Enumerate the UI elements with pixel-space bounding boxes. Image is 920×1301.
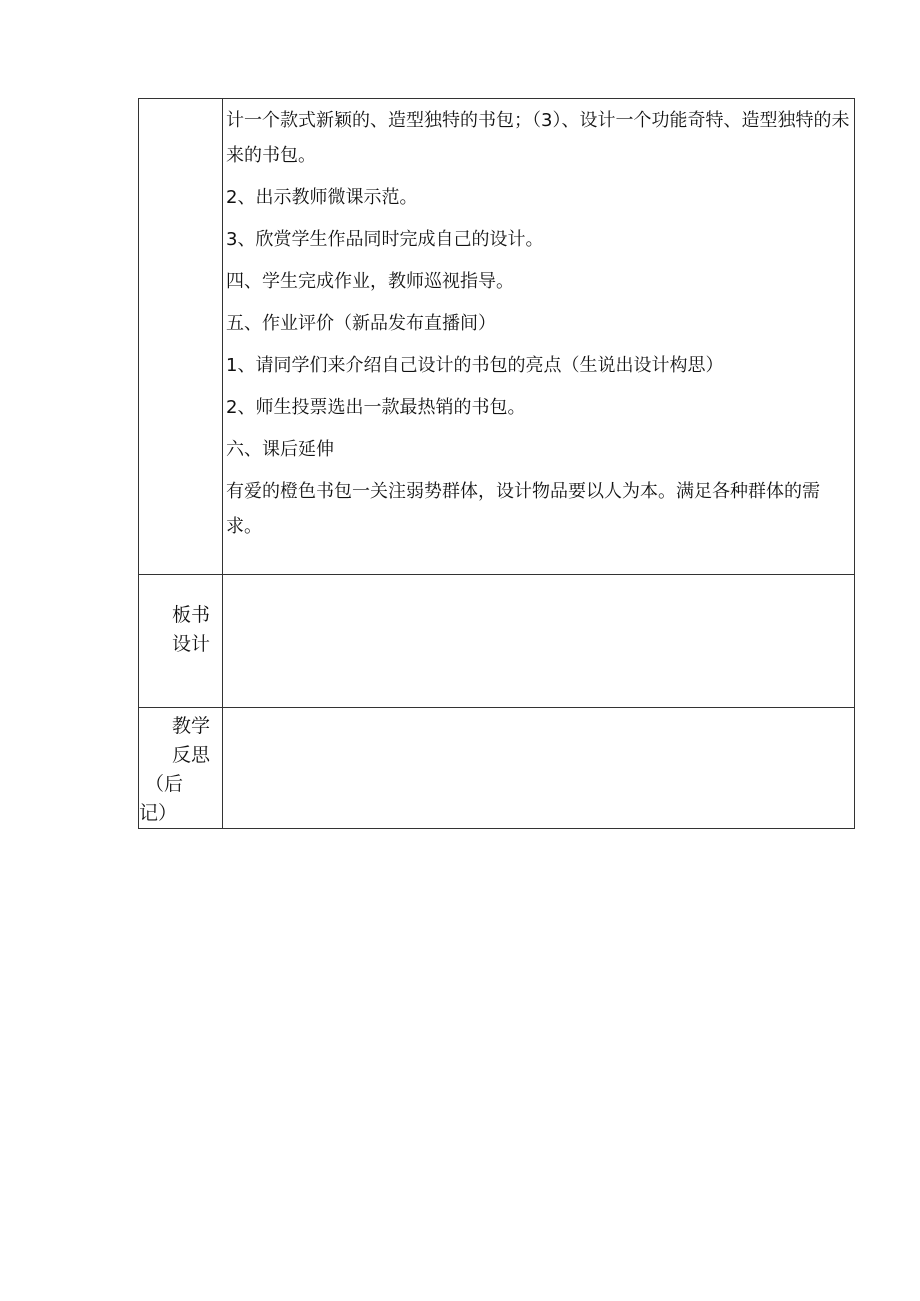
teaching-reflection-label bbox=[139, 708, 223, 829]
process-paragraph: 3、欣赏学生作品同时完成自己的设计。 bbox=[226, 229, 544, 250]
process-paragraph: 计一个款式新颖的、造型独特的书包；（3）、设计一个功能奇特、造型独特的未来的书包。 bbox=[226, 110, 850, 166]
process-label-cell bbox=[139, 99, 223, 575]
process-content-cell bbox=[223, 99, 855, 575]
board-design-content bbox=[223, 575, 855, 708]
reflect-label-line: 记） bbox=[139, 802, 178, 824]
process-paragraph: 1、请同学们来介绍自己设计的书包的亮点（生说出设计构思） bbox=[226, 355, 724, 376]
board-design-row bbox=[139, 575, 855, 708]
teaching-process-row bbox=[139, 99, 855, 575]
process-paragraph: 六、课后延伸 bbox=[226, 439, 334, 460]
process-paragraph: 2、师生投票选出一款最热销的书包。 bbox=[226, 397, 526, 418]
process-paragraph: 四、学生完成作业，教师巡视指导。 bbox=[226, 271, 514, 292]
reflect-label-line: 教学 bbox=[171, 715, 210, 737]
teaching-reflection-content bbox=[223, 708, 855, 829]
reflect-label-line: （后 bbox=[145, 773, 184, 795]
board-label-line: 板书 bbox=[171, 604, 210, 626]
board-label-line: 设计 bbox=[171, 633, 210, 655]
reflect-label-line: 反思 bbox=[171, 744, 210, 766]
process-paragraph: 2、出示教师微课示范。 bbox=[226, 187, 418, 208]
lesson-plan-table bbox=[138, 98, 855, 829]
process-paragraph: 五、作业评价（新品发布直播间） bbox=[226, 313, 496, 334]
teaching-reflection-row bbox=[139, 708, 855, 829]
board-design-label bbox=[139, 575, 223, 708]
process-paragraph: 有爱的橙色书包一关注弱势群体，设计物品要以人为本。满足各种群体的需求。 bbox=[226, 481, 820, 537]
